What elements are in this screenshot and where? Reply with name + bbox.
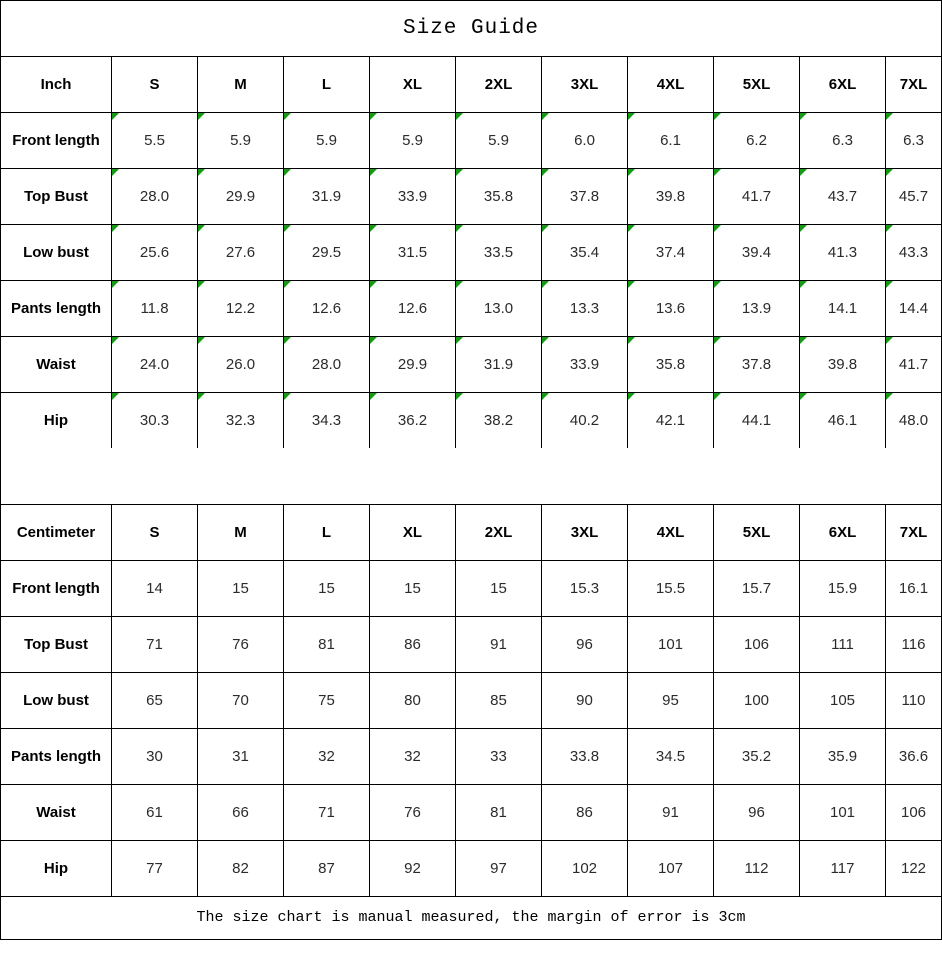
cell-corner-marker-icon bbox=[886, 169, 893, 176]
cell-corner-marker-icon bbox=[800, 225, 807, 232]
column-header: 6XL bbox=[800, 57, 886, 113]
value-cell: 65 bbox=[112, 673, 198, 729]
value-cell: 45.7 bbox=[886, 169, 942, 225]
column-header: XL bbox=[370, 505, 456, 561]
value-cell: 32 bbox=[370, 729, 456, 785]
value-cell: 31 bbox=[198, 729, 284, 785]
value-cell: 70 bbox=[198, 673, 284, 729]
value-cell: 32 bbox=[284, 729, 370, 785]
column-header: 5XL bbox=[714, 57, 800, 113]
row-label: Low bust bbox=[1, 225, 112, 281]
table-row bbox=[1, 225, 942, 281]
value-cell: 37.8 bbox=[542, 169, 628, 225]
value-cell: 5.9 bbox=[198, 113, 284, 169]
value-cell: 5.5 bbox=[112, 113, 198, 169]
table-row bbox=[1, 281, 942, 337]
value-cell: 96 bbox=[542, 617, 628, 673]
value-cell: 46.1 bbox=[800, 393, 886, 449]
value-cell: 33.9 bbox=[370, 169, 456, 225]
row-label: Waist bbox=[1, 337, 112, 393]
unit-header: Centimeter bbox=[1, 505, 112, 561]
centimeter-table bbox=[0, 504, 942, 897]
cell-corner-marker-icon bbox=[112, 113, 119, 120]
value-cell: 41.7 bbox=[714, 169, 800, 225]
value-cell: 96 bbox=[714, 785, 800, 841]
cell-corner-marker-icon bbox=[284, 113, 291, 120]
value-cell: 39.8 bbox=[800, 337, 886, 393]
table-row bbox=[1, 673, 942, 729]
value-cell: 34.3 bbox=[284, 393, 370, 449]
column-header: 2XL bbox=[456, 57, 542, 113]
column-header: 7XL bbox=[886, 57, 942, 113]
column-header: S bbox=[112, 505, 198, 561]
value-cell: 13.0 bbox=[456, 281, 542, 337]
cell-corner-marker-icon bbox=[456, 169, 463, 176]
header-row bbox=[1, 505, 942, 561]
value-cell: 35.2 bbox=[714, 729, 800, 785]
column-header: S bbox=[112, 57, 198, 113]
cell-corner-marker-icon bbox=[284, 281, 291, 288]
cell-corner-marker-icon bbox=[456, 113, 463, 120]
value-cell: 13.3 bbox=[542, 281, 628, 337]
cell-corner-marker-icon bbox=[456, 337, 463, 344]
column-header: L bbox=[284, 505, 370, 561]
row-label: Front length bbox=[1, 561, 112, 617]
column-header: 4XL bbox=[628, 57, 714, 113]
cell-corner-marker-icon bbox=[284, 337, 291, 344]
table-row bbox=[1, 337, 942, 393]
row-label: Low bust bbox=[1, 673, 112, 729]
cell-corner-marker-icon bbox=[800, 281, 807, 288]
column-header: L bbox=[284, 57, 370, 113]
value-cell: 5.9 bbox=[370, 113, 456, 169]
value-cell: 33 bbox=[456, 729, 542, 785]
table-row bbox=[1, 169, 942, 225]
cell-corner-marker-icon bbox=[800, 393, 807, 400]
bottom-margin bbox=[0, 940, 942, 954]
value-cell: 117 bbox=[800, 841, 886, 897]
value-cell: 101 bbox=[800, 785, 886, 841]
cell-corner-marker-icon bbox=[370, 281, 377, 288]
column-header: 2XL bbox=[456, 505, 542, 561]
cell-corner-marker-icon bbox=[628, 225, 635, 232]
column-header: 4XL bbox=[628, 505, 714, 561]
value-cell: 34.5 bbox=[628, 729, 714, 785]
value-cell: 75 bbox=[284, 673, 370, 729]
value-cell: 106 bbox=[886, 785, 942, 841]
cell-corner-marker-icon bbox=[628, 113, 635, 120]
cell-corner-marker-icon bbox=[370, 113, 377, 120]
cell-corner-marker-icon bbox=[542, 225, 549, 232]
value-cell: 29.9 bbox=[370, 337, 456, 393]
cell-corner-marker-icon bbox=[628, 281, 635, 288]
table-row bbox=[1, 729, 942, 785]
value-cell: 81 bbox=[284, 617, 370, 673]
row-label: Front length bbox=[1, 113, 112, 169]
cell-corner-marker-icon bbox=[370, 169, 377, 176]
value-cell: 43.7 bbox=[800, 169, 886, 225]
value-cell: 102 bbox=[542, 841, 628, 897]
value-cell: 33.5 bbox=[456, 225, 542, 281]
value-cell: 30.3 bbox=[112, 393, 198, 449]
unit-header: Inch bbox=[1, 57, 112, 113]
row-label: Top Bust bbox=[1, 617, 112, 673]
value-cell: 106 bbox=[714, 617, 800, 673]
value-cell: 15 bbox=[198, 561, 284, 617]
column-header: 5XL bbox=[714, 505, 800, 561]
cell-corner-marker-icon bbox=[198, 225, 205, 232]
table-row bbox=[1, 393, 942, 449]
value-cell: 14.1 bbox=[800, 281, 886, 337]
cell-corner-marker-icon bbox=[112, 281, 119, 288]
cell-corner-marker-icon bbox=[112, 337, 119, 344]
value-cell: 87 bbox=[284, 841, 370, 897]
cell-corner-marker-icon bbox=[198, 281, 205, 288]
footer-note: The size chart is manual measured, the margin of error is 3cm bbox=[0, 896, 942, 940]
value-cell: 12.6 bbox=[370, 281, 456, 337]
value-cell: 101 bbox=[628, 617, 714, 673]
value-cell: 76 bbox=[370, 785, 456, 841]
value-cell: 30 bbox=[112, 729, 198, 785]
value-cell: 112 bbox=[714, 841, 800, 897]
value-cell: 16.1 bbox=[886, 561, 942, 617]
table-row bbox=[1, 617, 942, 673]
value-cell: 76 bbox=[198, 617, 284, 673]
table-row bbox=[1, 785, 942, 841]
value-cell: 15 bbox=[284, 561, 370, 617]
cell-corner-marker-icon bbox=[542, 169, 549, 176]
value-cell: 116 bbox=[886, 617, 942, 673]
value-cell: 38.2 bbox=[456, 393, 542, 449]
cell-corner-marker-icon bbox=[370, 337, 377, 344]
row-label: Hip bbox=[1, 841, 112, 897]
value-cell: 71 bbox=[112, 617, 198, 673]
value-cell: 31.9 bbox=[284, 169, 370, 225]
cell-corner-marker-icon bbox=[714, 169, 721, 176]
value-cell: 77 bbox=[112, 841, 198, 897]
value-cell: 5.9 bbox=[284, 113, 370, 169]
value-cell: 11.8 bbox=[112, 281, 198, 337]
cell-corner-marker-icon bbox=[112, 393, 119, 400]
cell-corner-marker-icon bbox=[628, 393, 635, 400]
value-cell: 71 bbox=[284, 785, 370, 841]
value-cell: 6.0 bbox=[542, 113, 628, 169]
table-row bbox=[1, 561, 942, 617]
value-cell: 44.1 bbox=[714, 393, 800, 449]
row-label: Top Bust bbox=[1, 169, 112, 225]
cell-corner-marker-icon bbox=[198, 113, 205, 120]
value-cell: 43.3 bbox=[886, 225, 942, 281]
value-cell: 37.8 bbox=[714, 337, 800, 393]
value-cell: 12.2 bbox=[198, 281, 284, 337]
value-cell: 15 bbox=[370, 561, 456, 617]
cell-corner-marker-icon bbox=[542, 337, 549, 344]
inch-table bbox=[0, 56, 942, 449]
value-cell: 14 bbox=[112, 561, 198, 617]
value-cell: 39.8 bbox=[628, 169, 714, 225]
cell-corner-marker-icon bbox=[370, 393, 377, 400]
page-title: Size Guide bbox=[0, 0, 942, 57]
cell-corner-marker-icon bbox=[886, 225, 893, 232]
cell-corner-marker-icon bbox=[112, 225, 119, 232]
cell-corner-marker-icon bbox=[886, 393, 893, 400]
value-cell: 37.4 bbox=[628, 225, 714, 281]
cell-corner-marker-icon bbox=[198, 169, 205, 176]
value-cell: 15.5 bbox=[628, 561, 714, 617]
cell-corner-marker-icon bbox=[542, 393, 549, 400]
cell-corner-marker-icon bbox=[284, 225, 291, 232]
column-header: 7XL bbox=[886, 505, 942, 561]
value-cell: 110 bbox=[886, 673, 942, 729]
value-cell: 28.0 bbox=[284, 337, 370, 393]
cell-corner-marker-icon bbox=[800, 337, 807, 344]
cell-corner-marker-icon bbox=[714, 281, 721, 288]
cell-corner-marker-icon bbox=[542, 281, 549, 288]
value-cell: 15.9 bbox=[800, 561, 886, 617]
value-cell: 35.9 bbox=[800, 729, 886, 785]
value-cell: 100 bbox=[714, 673, 800, 729]
cell-corner-marker-icon bbox=[112, 169, 119, 176]
value-cell: 81 bbox=[456, 785, 542, 841]
value-cell: 15 bbox=[456, 561, 542, 617]
value-cell: 5.9 bbox=[456, 113, 542, 169]
value-cell: 28.0 bbox=[112, 169, 198, 225]
value-cell: 39.4 bbox=[714, 225, 800, 281]
value-cell: 86 bbox=[370, 617, 456, 673]
cell-corner-marker-icon bbox=[800, 113, 807, 120]
value-cell: 105 bbox=[800, 673, 886, 729]
value-cell: 6.3 bbox=[886, 113, 942, 169]
row-label: Waist bbox=[1, 785, 112, 841]
cell-corner-marker-icon bbox=[370, 225, 377, 232]
value-cell: 91 bbox=[628, 785, 714, 841]
value-cell: 15.7 bbox=[714, 561, 800, 617]
cell-corner-marker-icon bbox=[284, 393, 291, 400]
value-cell: 24.0 bbox=[112, 337, 198, 393]
value-cell: 97 bbox=[456, 841, 542, 897]
table-row bbox=[1, 841, 942, 897]
value-cell: 40.2 bbox=[542, 393, 628, 449]
cell-corner-marker-icon bbox=[284, 169, 291, 176]
cell-corner-marker-icon bbox=[800, 169, 807, 176]
row-label: Pants length bbox=[1, 281, 112, 337]
column-header: M bbox=[198, 57, 284, 113]
cell-corner-marker-icon bbox=[198, 337, 205, 344]
value-cell: 85 bbox=[456, 673, 542, 729]
cell-corner-marker-icon bbox=[456, 281, 463, 288]
value-cell: 31.5 bbox=[370, 225, 456, 281]
value-cell: 32.3 bbox=[198, 393, 284, 449]
value-cell: 80 bbox=[370, 673, 456, 729]
cell-corner-marker-icon bbox=[714, 113, 721, 120]
value-cell: 15.3 bbox=[542, 561, 628, 617]
value-cell: 25.6 bbox=[112, 225, 198, 281]
value-cell: 90 bbox=[542, 673, 628, 729]
value-cell: 36.2 bbox=[370, 393, 456, 449]
value-cell: 41.7 bbox=[886, 337, 942, 393]
value-cell: 111 bbox=[800, 617, 886, 673]
value-cell: 91 bbox=[456, 617, 542, 673]
value-cell: 36.6 bbox=[886, 729, 942, 785]
value-cell: 6.3 bbox=[800, 113, 886, 169]
value-cell: 6.1 bbox=[628, 113, 714, 169]
value-cell: 107 bbox=[628, 841, 714, 897]
column-header: XL bbox=[370, 57, 456, 113]
value-cell: 48.0 bbox=[886, 393, 942, 449]
column-header: M bbox=[198, 505, 284, 561]
cell-corner-marker-icon bbox=[714, 337, 721, 344]
column-header: 6XL bbox=[800, 505, 886, 561]
value-cell: 13.9 bbox=[714, 281, 800, 337]
cell-corner-marker-icon bbox=[714, 225, 721, 232]
value-cell: 122 bbox=[886, 841, 942, 897]
value-cell: 35.4 bbox=[542, 225, 628, 281]
cell-corner-marker-icon bbox=[456, 393, 463, 400]
column-header: 3XL bbox=[542, 505, 628, 561]
value-cell: 35.8 bbox=[628, 337, 714, 393]
value-cell: 92 bbox=[370, 841, 456, 897]
value-cell: 82 bbox=[198, 841, 284, 897]
column-header: 3XL bbox=[542, 57, 628, 113]
value-cell: 31.9 bbox=[456, 337, 542, 393]
cell-corner-marker-icon bbox=[628, 169, 635, 176]
value-cell: 29.5 bbox=[284, 225, 370, 281]
value-cell: 41.3 bbox=[800, 225, 886, 281]
table-row bbox=[1, 113, 942, 169]
value-cell: 35.8 bbox=[456, 169, 542, 225]
cell-corner-marker-icon bbox=[542, 113, 549, 120]
value-cell: 42.1 bbox=[628, 393, 714, 449]
value-cell: 12.6 bbox=[284, 281, 370, 337]
value-cell: 6.2 bbox=[714, 113, 800, 169]
cell-corner-marker-icon bbox=[886, 113, 893, 120]
cell-corner-marker-icon bbox=[886, 281, 893, 288]
value-cell: 26.0 bbox=[198, 337, 284, 393]
value-cell: 33.9 bbox=[542, 337, 628, 393]
row-label: Hip bbox=[1, 393, 112, 449]
value-cell: 13.6 bbox=[628, 281, 714, 337]
header-row bbox=[1, 57, 942, 113]
cell-corner-marker-icon bbox=[714, 393, 721, 400]
value-cell: 29.9 bbox=[198, 169, 284, 225]
value-cell: 33.8 bbox=[542, 729, 628, 785]
value-cell: 86 bbox=[542, 785, 628, 841]
value-cell: 66 bbox=[198, 785, 284, 841]
table-gap bbox=[0, 448, 942, 505]
cell-corner-marker-icon bbox=[628, 337, 635, 344]
value-cell: 14.4 bbox=[886, 281, 942, 337]
cell-corner-marker-icon bbox=[886, 337, 893, 344]
cell-corner-marker-icon bbox=[456, 225, 463, 232]
row-label: Pants length bbox=[1, 729, 112, 785]
cell-corner-marker-icon bbox=[198, 393, 205, 400]
value-cell: 61 bbox=[112, 785, 198, 841]
value-cell: 27.6 bbox=[198, 225, 284, 281]
value-cell: 95 bbox=[628, 673, 714, 729]
